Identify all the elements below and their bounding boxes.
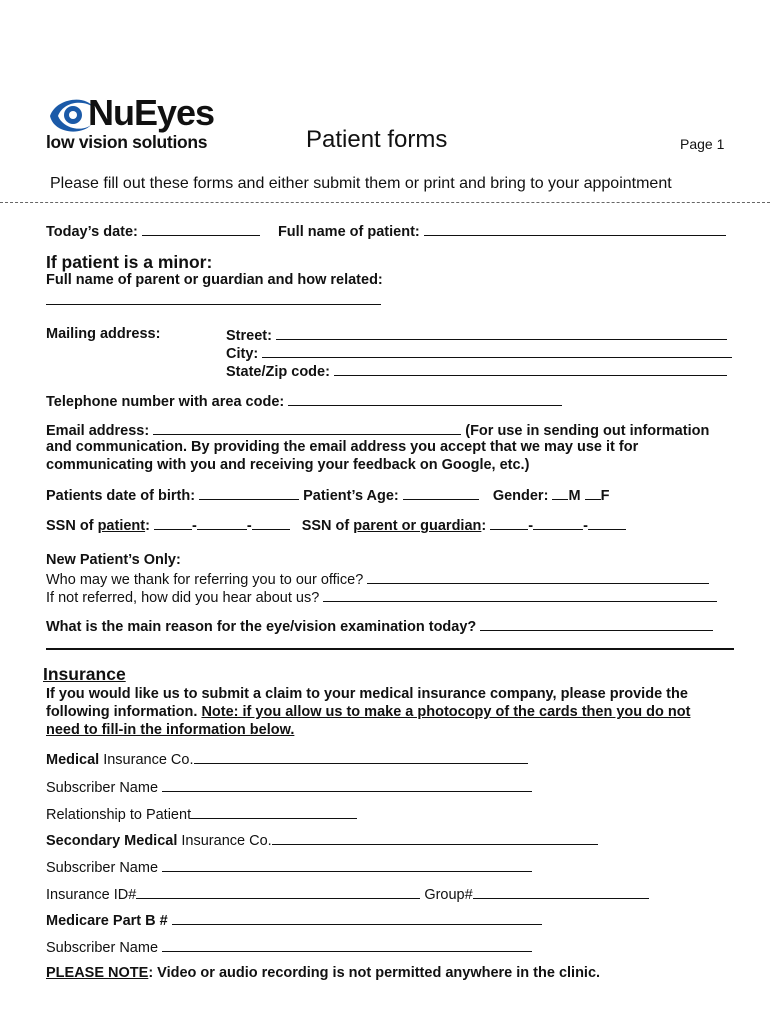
gender-label: Gender: xyxy=(492,488,549,504)
page-title: Patient forms xyxy=(306,126,448,153)
medical-bold: Medical xyxy=(46,752,100,768)
email-label: Email address: xyxy=(46,423,150,439)
insurance-heading: Insurance xyxy=(43,664,126,684)
email-row xyxy=(46,421,709,439)
medicare-field[interactable] xyxy=(172,911,542,925)
secondary-row xyxy=(46,831,598,849)
medical-rest: Insurance Co. xyxy=(103,752,194,768)
logo-word: NuEyes xyxy=(88,92,215,133)
medical-insurance-field[interactable] xyxy=(194,750,528,764)
subscriber-row-1 xyxy=(46,778,532,796)
gender-m-field[interactable] xyxy=(552,486,568,500)
statezip-label: State/Zip code: xyxy=(226,364,330,380)
relationship-field[interactable] xyxy=(191,805,357,819)
subscriber-field-2[interactable] xyxy=(162,858,532,872)
relationship-label: Relationship to Patient xyxy=(46,807,192,823)
medical-row xyxy=(46,750,528,768)
ssn-guardian-part2[interactable] xyxy=(533,516,583,530)
referral-question: Who may we thank for referring you to our office? xyxy=(46,572,364,588)
heard-row xyxy=(46,588,717,606)
insurance-id-field[interactable] xyxy=(136,885,420,899)
minor-heading: If patient is a minor: xyxy=(46,252,213,272)
patient-name-label: Full name of patient: xyxy=(277,224,420,240)
guardian-label: Full name of parent or guardian and how related: xyxy=(46,272,383,288)
gender-f-field[interactable] xyxy=(585,486,601,500)
relationship-row xyxy=(46,805,357,823)
city-field[interactable] xyxy=(262,344,732,358)
email-note-2: and communication. By providing the email address you accept that we may use it for xyxy=(46,439,639,455)
new-patient-heading: New Patient’s Only: xyxy=(46,552,181,568)
dob-row xyxy=(46,486,609,504)
email-field[interactable] xyxy=(153,421,461,435)
guardian-name-field[interactable] xyxy=(46,291,381,305)
instructions: Please fill out these forms and either submit them or print and bring to your appointment xyxy=(50,175,672,192)
referral-field[interactable] xyxy=(367,570,709,584)
ssn-row xyxy=(46,516,626,534)
medicare-row xyxy=(46,911,542,929)
phone-row xyxy=(46,392,562,410)
subscriber-label: Subscriber Name xyxy=(46,860,159,876)
group-field[interactable] xyxy=(473,885,649,899)
dob-label: Patients date of birth: xyxy=(46,488,196,504)
ssn-patient-word: patient xyxy=(97,518,146,534)
heard-question: If not referred, how did you hear about us? xyxy=(46,590,320,606)
subscriber-field-1[interactable] xyxy=(162,778,532,792)
intro-2-note: Note: if you allow us to make a photocopy of the cards then you do not xyxy=(201,704,691,720)
recording-note xyxy=(46,965,600,981)
insurance-intro-3: need to fill-in the information below. xyxy=(46,722,295,738)
ssn-colon: : xyxy=(145,518,150,534)
heard-field[interactable] xyxy=(323,588,717,602)
today-row xyxy=(46,222,726,240)
phone-field[interactable] xyxy=(288,392,562,406)
subscriber-label: Subscriber Name xyxy=(46,940,159,956)
age-label: Patient’s Age: xyxy=(303,488,399,504)
email-note-3: communicating with you and receiving your feedback on Google, etc.) xyxy=(46,457,530,473)
ssn-guardian-word: parent or guardian xyxy=(353,518,482,534)
secondary-rest: Insurance Co. xyxy=(181,833,272,849)
statezip-field[interactable] xyxy=(334,362,727,376)
street-row xyxy=(226,326,727,344)
logo xyxy=(46,92,242,154)
today-label: Today’s date: xyxy=(46,224,138,240)
group-label: Group# xyxy=(424,887,473,903)
statezip-row xyxy=(226,362,727,380)
insurance-intro-1: If you would like us to submit a claim to your medical insurance company, please provide the xyxy=(46,686,688,702)
gender-m-label: M xyxy=(568,488,581,504)
intro-2-plain: following information. xyxy=(46,704,198,720)
ssn-guardian-part1[interactable] xyxy=(490,516,528,530)
mailing-label: Mailing address: xyxy=(46,326,161,342)
note-label: PLEASE NOTE xyxy=(46,965,149,981)
dob-field[interactable] xyxy=(199,486,299,500)
ssn-guardian-part3[interactable] xyxy=(588,516,626,530)
today-date-field[interactable] xyxy=(142,222,260,236)
ssn-patient-prefix: SSN of xyxy=(46,518,94,534)
phone-label: Telephone number with area code: xyxy=(46,394,285,410)
medicare-label: Medicare Part B # xyxy=(46,913,168,929)
divider-top xyxy=(0,202,770,203)
reason-question: What is the main reason for the eye/vision examination today? xyxy=(46,619,477,635)
patient-name-field[interactable] xyxy=(424,222,726,236)
reason-row xyxy=(46,617,713,635)
insurance-intro-2 xyxy=(46,704,690,720)
email-note-1: (For use in sending out information xyxy=(465,423,710,439)
logo-tagline: low vision solutions xyxy=(46,132,208,152)
subscriber-row-3 xyxy=(46,938,532,956)
ssn-colon: : xyxy=(481,518,487,534)
city-row xyxy=(226,344,732,362)
ssn-dash: - xyxy=(246,518,252,534)
street-label: Street: xyxy=(226,328,272,344)
secondary-bold: Secondary Medical xyxy=(46,833,178,849)
insurance-id-label: Insurance ID# xyxy=(46,887,137,903)
city-label: City: xyxy=(226,346,259,362)
age-field[interactable] xyxy=(403,486,479,500)
ssn-dash: - xyxy=(583,518,588,534)
ssn-patient-part2[interactable] xyxy=(197,516,247,530)
page-number: Page 1 xyxy=(680,136,725,152)
subscriber-field-3[interactable] xyxy=(162,938,532,952)
note-text: : Video or audio recording is not permitted anywhere in the clinic. xyxy=(148,965,601,981)
ssn-dash: - xyxy=(528,518,534,534)
ssn-patient-part1[interactable] xyxy=(154,516,192,530)
street-field[interactable] xyxy=(276,326,727,340)
insurance-id-row xyxy=(46,885,649,903)
referral-row xyxy=(46,570,709,588)
reason-field[interactable] xyxy=(480,617,713,631)
ssn-guardian-prefix: SSN of xyxy=(301,518,350,534)
secondary-insurance-field[interactable] xyxy=(272,831,598,845)
subscriber-row-2 xyxy=(46,858,532,876)
ssn-patient-part3[interactable] xyxy=(252,516,290,530)
gender-f-label: F xyxy=(600,488,610,504)
ssn-dash: - xyxy=(191,518,197,534)
subscriber-label: Subscriber Name xyxy=(46,780,159,796)
section-divider xyxy=(46,648,734,650)
